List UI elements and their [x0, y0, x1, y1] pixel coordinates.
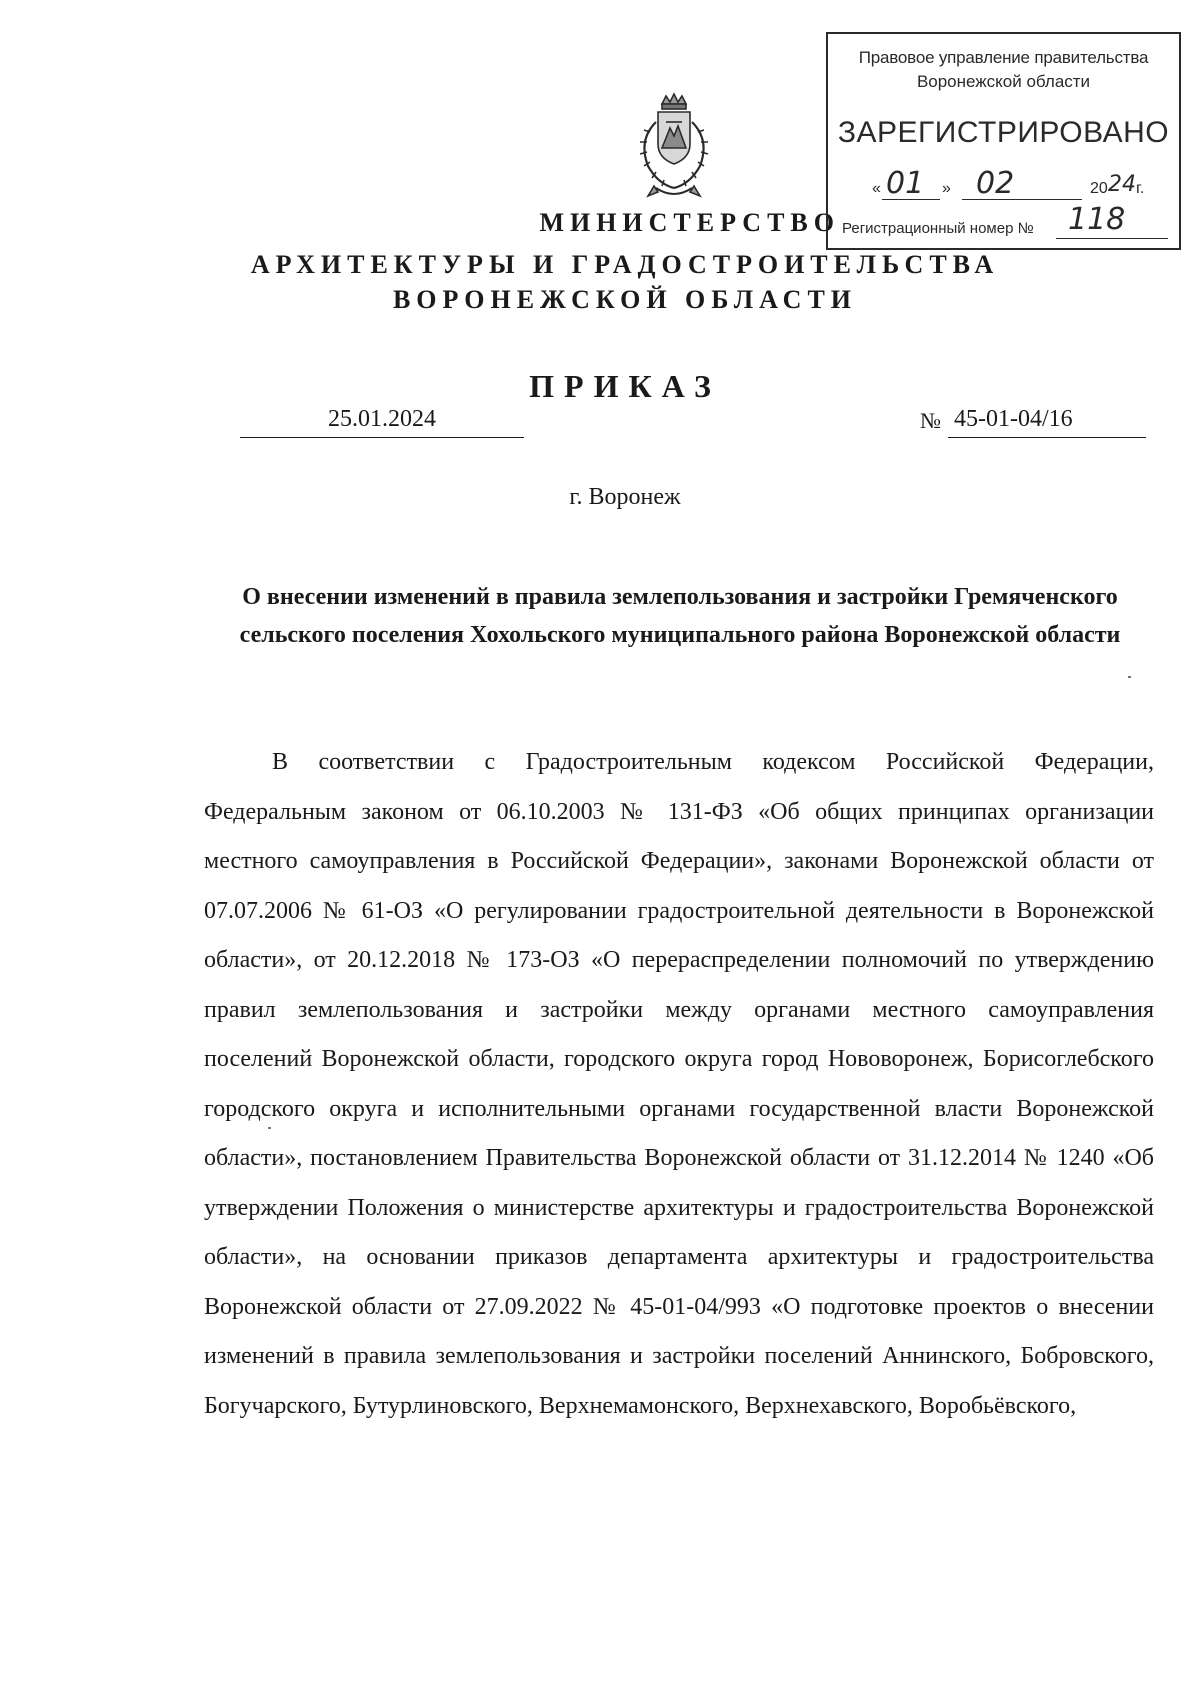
stamp-status: ЗАРЕГИСТРИРОВАНО	[837, 116, 1170, 149]
stamp-date: « 01 » 02 20 24 г.	[872, 166, 1145, 201]
ministry-name-line-1: МИНИСТЕРСТВО	[539, 208, 840, 237]
order-subject: О внесении изменений в правила землепользования и застройки Гремяченского сельского поселения Хохольского муниципального района Воронежской области	[239, 584, 1121, 648]
order-number-sign: №	[920, 408, 941, 433]
stamp-month: 02	[976, 166, 1015, 201]
stamp-reg-number: 118	[1068, 202, 1126, 237]
order-body-paragraph: В соответствии с Градостроительным кодексом Российской Федерации, Федеральным законом от 06.10.2003 № 131-ФЗ «Об общих принципах организации местного самоуправления в Российской Федерации», законами Воронежской области от 07.07.2006 № 61-ОЗ «О регулировании градостроительной деятельности в Воронежской области», от 20.12.2018 № 173-ОЗ «О перераспределении полномочий по утверждению правил землепользования и застройки между органами местного самоуправления поселений Воронежской области, городского округа город Нововоронеж, Борисоглебского городского округа и исполнительными органами государственной власти Воронежской области», постановлением Правительства Воронежской области от 31.12.2014 № 1240 «Об утверждении Положения о министерстве архитектуры и градостроительства Воронежской области», на основании приказов департамента архитектуры и градостроительства Воронежской области от 27.09.2022 № 45-01-04/993 «О подготовке проектов о внесении изменений в правила землепользования и застройки поселений Аннинского, Бобровского, Богучарского, Бутурлиновского, Верхнемамонского, Верхнехавского, Воробьёвского,	[204, 749, 1154, 1419]
stamp-reg-number-label: Регистрационный номер №	[842, 220, 1034, 237]
stamp-year-unit: г.	[1136, 180, 1145, 197]
order-date: 25.01.2024	[240, 406, 524, 438]
ministry-name-line-3: ВОРОНЕЖСКОЙ ОБЛАСТИ	[392, 285, 858, 314]
coat-of-arms-emblem	[628, 92, 720, 204]
stamp-day: 01	[886, 166, 925, 201]
registration-stamp	[826, 32, 1181, 250]
stamp-year-prefix: 20	[1090, 180, 1108, 197]
ministry-name-line-2: АРХИТЕКТУРЫ И ГРАДОСТРОИТЕЛЬСТВА	[250, 250, 1000, 279]
order-number: 45-01-04/16	[948, 406, 1146, 438]
stamp-year-suffix: 24	[1108, 172, 1136, 197]
document-title: ПРИКАЗ	[529, 368, 721, 404]
order-city: г. Воронеж	[569, 484, 681, 510]
stamp-org-line-1: Правовое управление правительства	[858, 48, 1149, 67]
stamp-org-line-2: Воронежской области	[916, 72, 1091, 91]
